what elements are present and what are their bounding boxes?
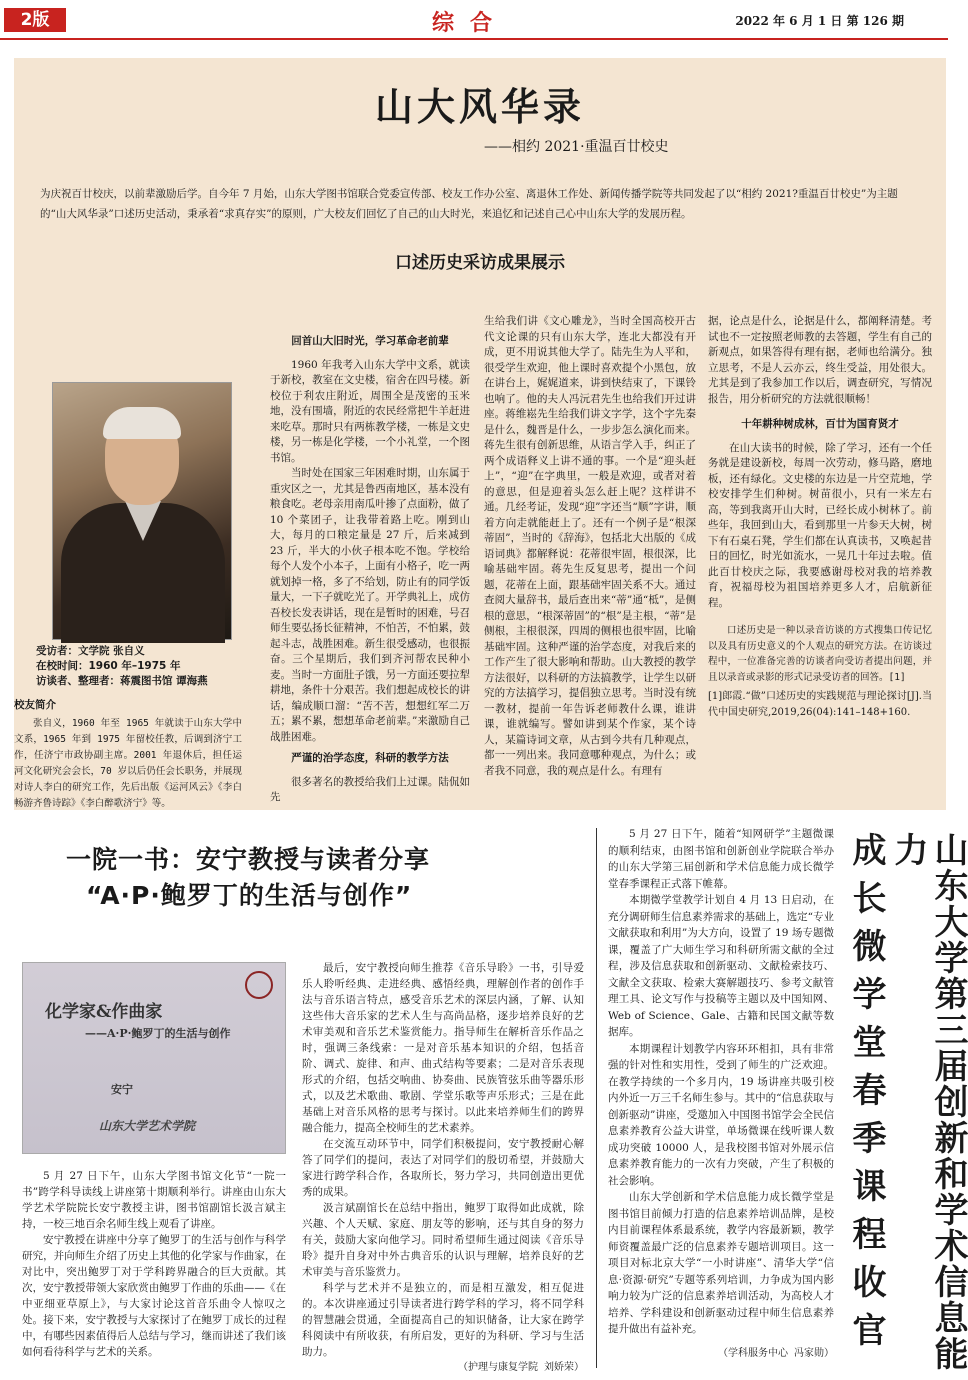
bio-text: 张自义，1960 年至 1965 年就读于山东大学中文系，1965 年到 1975 年留校任教，后调到济宁工作，任济宁市政协副主席。2001 年退休后，担任运河文化研究会会长，70 岁以后仍任会长职务，并展现对诗人李白的研究工作，先后出版《运河风云》《李白畅游齐鲁诗踪》《李白醉歌济宁》等。	[14, 718, 242, 809]
paragraph: 山东大学创新和学术信息能力成长微学堂是图书馆目前倾力打造的信息素养培训品牌，是校内目前课程体系最系统，教学内容最新颖，教学师资覆盖最广泛的信息素养专题培训项目。这一项目对标北京大学“一小时讲座”、清华大学“信息·资源·研究”专题等系列培训，力争成为国内影响力较为广泛的信息素养培训活动，为高校人才培养、学科建设和创新驱动过程中师生信息素养提升做出有益补充。	[608, 1191, 834, 1335]
dateline: 2022 年 6 月 1 日 第 126 期	[735, 14, 904, 28]
article3-title-left: 成长微学堂春季课程收官	[846, 832, 886, 1360]
feature-column-3	[708, 314, 932, 720]
section-name: 综合	[431, 11, 508, 36]
feature-subtitle: ——相约 2021·重温百廿校史	[484, 139, 669, 155]
article3-title-right: 山东大学第三届创新和学术信息能力	[888, 832, 968, 1372]
lecture-poster	[22, 962, 286, 1154]
poster-signature: 山东大学艺术学院	[99, 1119, 196, 1133]
feature-column-1	[270, 328, 470, 806]
subheading: 十年耕种树成林，百廿为国育贤才	[741, 418, 899, 430]
info-line: 在校时间：1960 年–1975 年	[36, 660, 181, 672]
paragraph: 5 月 27 日下午，随着“知网研学”主题微课的顺利结束，由图书馆和创新创业学院联合举办的山东大学第三届创新和学术信息能力成长微学堂春季课程正式落下帷幕。	[608, 828, 834, 890]
paragraph: 本期课程计划教学内容环环相扣，具有非常强的针对性和实用性，受到了师生的广泛欢迎。在教学持续的一个多月内，19 场讲座共吸引校内外近一万三千名师生参与。其中的“信息获取与创新驱动”讲座，受邀加入中国图书馆学会全民信息素养教育公益大讲堂，单场微课在线听课人数成功突破 10000 人，是我校图书馆对外展示信息素养教育能力的一次有力突破，产生了积极的社会影响。	[608, 1042, 834, 1187]
feature-column-2	[484, 314, 696, 779]
reference: [1]郎霞.“做”口述历史的实践规范与理论探讨[J].当代中国史研究,2019,26(04):141–148+160.	[708, 691, 932, 718]
subheading: 严谨的治学态度，科研的教学方法	[291, 752, 449, 764]
paragraph: 很多著名的教授给我们上过课。陆侃如先	[270, 775, 470, 803]
paragraph: 据，论点是什么，论据是什么，都阐释清楚。考试也不一定按照老师教的去答题，学生有自己的新观点，如果答得有理有据，老师也给满分。独立思考，不是人云亦云，终生受益，用处很大。尤其是到了我参加工作以后，调查研究，写情况报告，用分析研究的方法就很顺畅！	[708, 315, 932, 405]
paragraph: 最后，安宁教授向师生推荐《音乐导聆》一书，引导爱乐人聆听经典、走进经典、感悟经典，理解创作者的创作手法与音乐语言特点，感受音乐艺术的深层内涵，了解、认知这些伟大音乐家的艺术人生与高尚品格，逐步培养良好的艺术审美观和音乐艺术鉴赏能力。指导师生在解析音乐作品之时，强调三条线索：一是对音乐基本知识的介绍，包括音阶、调式、旋律、和声、曲式结构等要素；二是对音乐表现形式的介绍，包括交响曲、协奏曲、民族管弦乐曲等器乐形式，以及艺术歌曲、歌剧、学堂乐歌等声乐形式；三是在此基础上对音乐风格的思考与探讨。以此来培养师生们的跨界融合能力，提高全校师生的艺术素养。	[302, 962, 584, 1134]
note: 口述历史是一种以录音访谈的方式搜集口传记忆以及具有历史意义的个人观点的研究方法。在访谈过程中，一位准备完善的访谈者向受访者提出问题，并且以录音或录影的形式记录受访者的回答。[1]	[708, 625, 932, 683]
section-heading: 口述历史采访成果展示	[395, 253, 565, 273]
paragraph: 科学与艺术并不是独立的，而是相互激发，相互促进的。本次讲座通过引导读者进行跨学科的学习，将不同学科的智慧融会贯通，全面提高自己的知识储备，让大家在跨学科阅读中有所收获，有所启发，更好的为科研、学习与生活助力。	[302, 1282, 584, 1358]
feature-intro: 为庆祝百廿校庆，以前辈激励后学。自今年 7 月始，山东大学图书馆联合党委宣传部、校友工作办公室、离退休工作处、新闻传播学院等共同发起了以“相约 2021?重温百廿校史”为主题的“山大风华录”口述历史活动，秉承着“求真存实”的原则，广大校友们回忆了自己的山大时光，来追忆和记述自己心中山东大学的发展历程。	[40, 188, 898, 220]
university-seal	[245, 971, 273, 999]
paragraph: 生给我们讲《文心雕龙》，当时全国高校开古代文论课的只有山东大学，连北大都没有开成，更不用说其他大学了。陆先生为人平和，很受学生欢迎，他上课时喜欢提个小黑包，放在讲台上，娓娓道来，讲到快结束了，下课铃也响了。他的夫人冯沅君先生也给我们开过讲座。蒋维崧先生给我们讲文字学，这个字先秦是什么，魏晋是什么，一步步怎么演化而来。蒋先生很有创新思维，从语言学入手，纠正了两个成语释义上讲不通的事。一个是“迎头赶上”，“迎”在字典里，一般是欢迎，或者对着的意思，但是迎着头怎么赶上呢？这样讲不通。几经考证，发现“迎”字还当“顺”字讲，顺着方向走就能赶上了。还有一个例子是“根深蒂固”，当时的《辞海》，包括北大出版的《成语词典》都解释说：花蒂很牢固，根很深，比喻基础牢固。蒋先生反复思考，提出一个问题，花蒂在上面，跟基础牢固关系不大。通过查阅大量辞书，最后查出来“蒂”通“柢”，是侧根的意思，“根深蒂固”的“根”是主根，“蒂”是侧根，主根很深，四周的侧根也很牢固，比喻基础牢固。这种严谨的治学态度，对我后来的工作产生了很大影响和帮助。山大教授的教学方法很好，以科研的方法搞教学，让学生以研究的方法搞学习，提倡独立思考。当时没有统一教材，提前一年告诉老师教什么课，谁讲课，谁就编写。譬如讲到某个作家，某个诗人，某篇诗词文章，从古到今共有几种观点，都一一列出来。我同意哪种观点，为什么；或者我不同意，我的观点是什么。有理有	[484, 315, 696, 777]
article2-title-line1: 一院一书：安宁教授与读者分享	[66, 845, 431, 874]
page-header	[0, 0, 948, 40]
poster-subtitle: ——A·P·鲍罗丁的生活与创作	[85, 1027, 231, 1040]
interviewee-photo	[52, 382, 232, 640]
poster-speaker: 安宁	[111, 1083, 133, 1096]
paragraph: 本期微学堂教学计划自 4 月 13 日启动，在充分调研师生信息素养需求的基础上，选定“专业文献获取和利用”为大方向，设置了 19 场专题微课，覆盖了广大师生学习和科研所需文献的全过程，涉及信息获取和创新驱动、文献检索技巧、文献全文获取、检索大赛解题技巧、参考文献管理工具、论文写作与投稿等主题以及中国知网、Web of Science、Gale、古籍和民国文献等数据库。	[608, 894, 834, 1038]
info-line: 访谈者、整理者：蒋震图书馆 谭海燕	[36, 675, 208, 687]
info-line: 受访者：文学院 张自义	[36, 645, 145, 657]
subheading: 回首山大旧时光，学习革命老前辈	[291, 335, 449, 347]
paragraph: 在交流互动环节中，同学们积极提问，安宁教授耐心解答了同学们的提问，表达了对同学们的殷切希望，并鼓励大家进行跨学科合作，各取所长，努力学习，共同创造出更优秀的成果。	[302, 1138, 584, 1198]
article2-credit: （护理与康复学院 刘娇荣）	[457, 1362, 584, 1373]
paragraph: 汲言斌副馆长在总结中指出，鲍罗丁取得如此成就，除兴趣、个人天赋、家庭、朋友等的影响，还与其自身的努力有关，鼓励大家向他学习。同时希望师生通过阅读《音乐导聆》提升自身对中外古典音乐的认识与理解，培养良好的艺术审美与音乐鉴赏力。	[302, 1202, 584, 1278]
poster-title: 化学家&作曲家	[45, 1002, 163, 1022]
paragraph: 安宁教授在讲座中分享了鲍罗丁的生活与创作与科学研究，并向师生介绍了历史上其他的化学家与作曲家，在对比中，突出鲍罗丁对于学科跨界融合的巨大贡献。其次，安宁教授带领大家欣赏由鲍罗丁作曲的乐曲——《在中亚细亚草原上》，与大家讨论这首音乐曲令人惊叹之处。接下来，安宁教授与大家探讨了在鲍罗丁成长的过程中，有哪些因素值得后人总结与学习，继而讲述了我们该如何看待科学与艺术的关系。	[22, 1234, 286, 1358]
paragraph: 在山大读书的时候，除了学习，还有一个任务就是建设新校，每周一次劳动，修马路，磨地板，还有绿化。文史楼的东边是一片空荒地，学校安排学生们种树。树苗很小，只有一米左右高，等到我离开山大时，已经长成小树林了。前些年，我回到山大，看到那里一片参天大树，树下有石桌石凳，学生们都在认真读书，又唤起昔日的回忆，时光如流水，一晃几十年过去啦。值此百廿校庆之际，我要感谢母校对我的培养教育，祝福母校为祖国培养更多人才，启航新征程。	[708, 441, 932, 609]
interview-info	[36, 644, 242, 689]
paragraph: 当时处在国家三年困难时期，山东属于重灾区之一，尤其是鲁西南地区，基本没有粮食吃。老母亲用南瓜叶掺了点面粉，做了 10 个菜团子，让我带着路上吃。刚到山大，每月的口粮定量是 27 斤，后来减到 23 斤，半大的小伙子根本吃不饱。学校给每个人发个小本子，上面有小格子，吃一两就划掉一格，多了不给划，防止有的同学饭量大，一下子就吃光了。开学典礼上，成仿吾校长发表讲话，现在是暂时的困难，号召师生要弘扬长征精神，不怕苦，不怕累，鼓起斗志，战胜困难。新生很受感动，也很振奋。三个星期后，我们到齐河帮农民种小麦。当时一方面肚子饿，另一方面还要拉犁耕地，条件十分艰苦。我们想起成校长的讲话，编成顺口溜：“苦不苦，想想红军二万五；累不累，想想革命老前辈。”来激励自己战胜困难。	[270, 467, 470, 743]
bio-heading: 校友简介	[14, 699, 56, 711]
article3-column	[608, 826, 834, 1362]
article2-right-column	[302, 960, 584, 1376]
paragraph: 1960 年我考入山东大学中文系，就读于新校，教室在文史楼，宿舍在四号楼。新校位于利农庄附近，周围全是茂密的玉米地，没有围墙，附近的农民经常把牛羊赶进来吃草。那时只有两栋教学楼，一栋是文史楼，另一栋是化学楼，一个小礼堂，一个图书馆。	[270, 358, 470, 464]
paragraph: 5 月 27 日下午，山东大学图书馆文化节“一院一书”跨学科导读线上讲座第十期顺利举行。讲座由山东大学艺术学院院长安宁教授主讲，图书馆副馆长汲言斌主持，一校三地百余名师生线上观看了讲座。	[22, 1170, 286, 1230]
feature-panel	[14, 58, 946, 810]
article2-left-column	[22, 1168, 286, 1360]
article3-credit: （学科服务中心 冯家勋）	[717, 1347, 834, 1359]
article2-title-line2: “A·P·鲍罗丁的生活与创作”	[86, 881, 413, 910]
edition-badge: 2版	[4, 8, 66, 32]
feature-title: 山大风华录	[374, 84, 585, 129]
column-divider	[596, 828, 597, 1368]
header-rule	[0, 38, 948, 40]
